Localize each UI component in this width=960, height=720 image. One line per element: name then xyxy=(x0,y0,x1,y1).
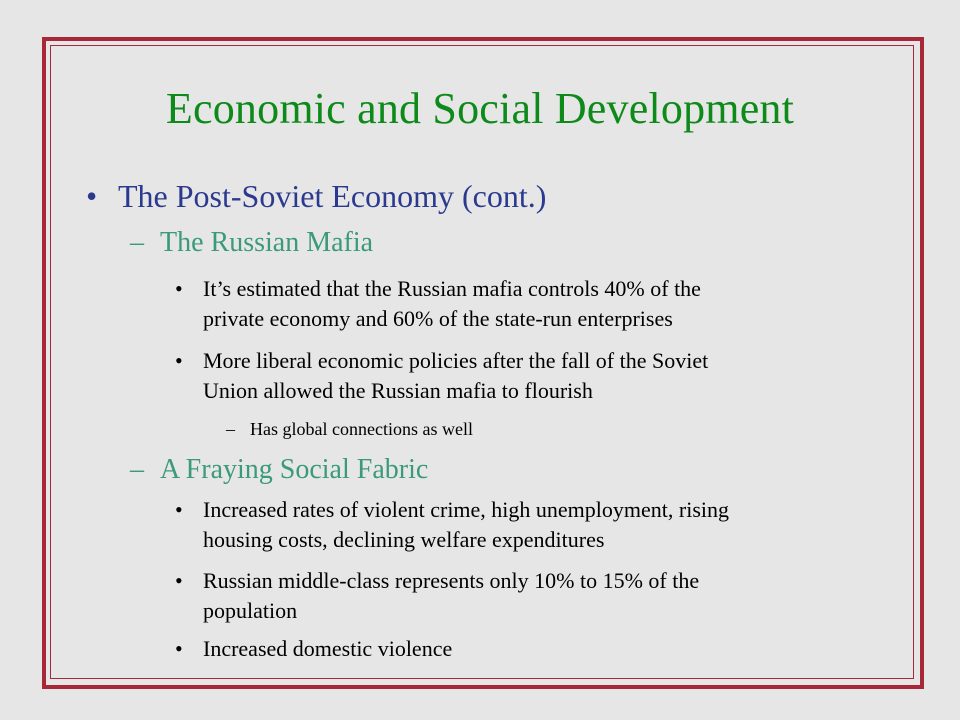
point-line: It’s estimated that the Russian mafia controls 40% of the xyxy=(203,276,701,301)
level3-bullet: • xyxy=(175,348,183,373)
section-title-russian-mafia: The Russian Mafia xyxy=(160,227,374,258)
level2-dash: – xyxy=(130,454,144,485)
point-line: More liberal economic policies after the fall of the Soviet xyxy=(203,348,709,373)
point-line: population xyxy=(203,598,298,623)
level1-bullet: • xyxy=(86,178,98,214)
level3-bullet: • xyxy=(175,636,183,661)
point-line: private economy and 60% of the state-run enterprises xyxy=(203,306,673,331)
point-line: Russian middle-class represents only 10% to 15% of the xyxy=(203,568,700,593)
point-line: Increased rates of violent crime, high unemployment, rising xyxy=(203,497,730,522)
subpoint-text: Has global connections as well xyxy=(250,419,473,439)
level4-dash: – xyxy=(226,419,235,439)
slide-title: Economic and Social Development xyxy=(165,84,795,133)
level3-bullet: • xyxy=(175,568,183,593)
point-line: Union allowed the Russian mafia to flourish xyxy=(203,378,593,403)
point-line: housing costs, declining welfare expenditures xyxy=(203,527,605,552)
level1-text: The Post-Soviet Economy (cont.) xyxy=(118,178,547,214)
point-line: Increased domestic violence xyxy=(203,636,453,661)
level3-bullet: • xyxy=(175,276,183,301)
level2-dash: – xyxy=(130,227,144,258)
level3-bullet: • xyxy=(175,497,183,522)
section-title-fraying-social-fabric: A Fraying Social Fabric xyxy=(160,454,429,485)
